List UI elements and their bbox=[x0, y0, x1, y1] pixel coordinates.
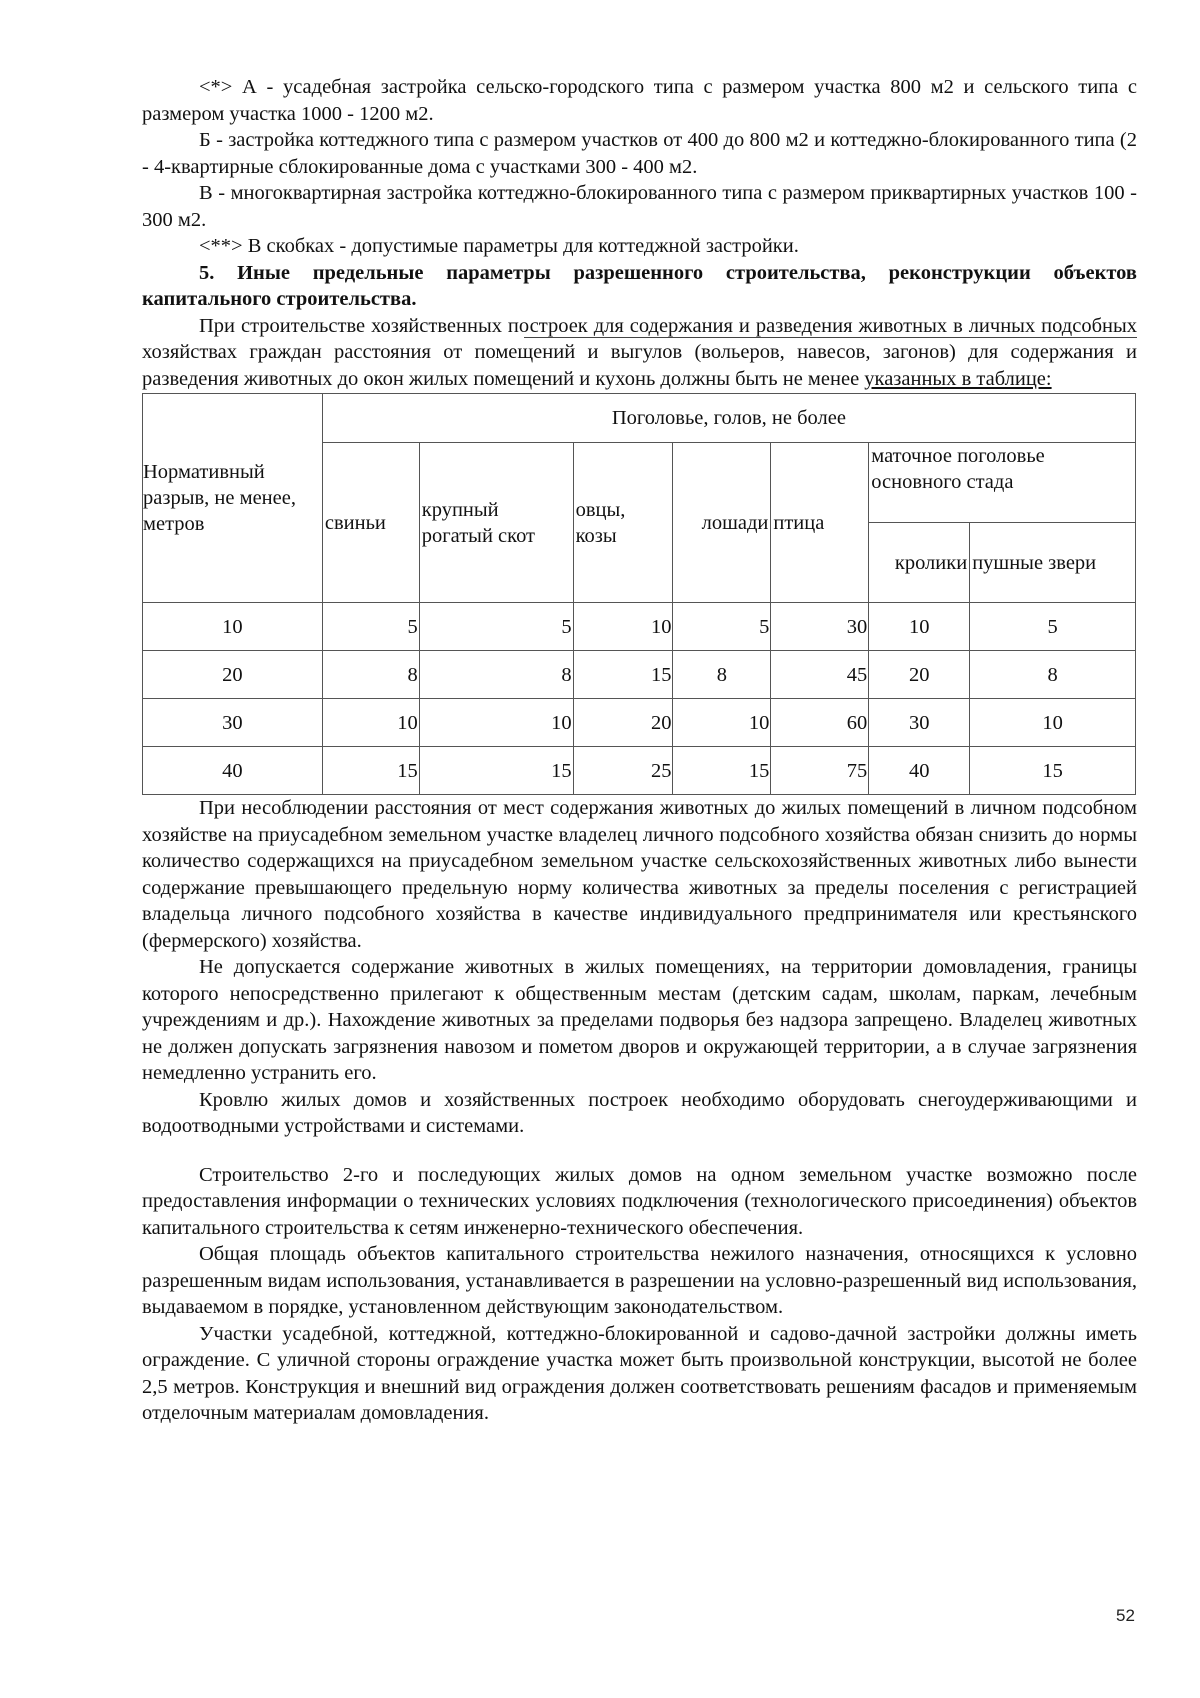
section-heading: 5. Иные предельные параметры разрешенного строительства, реконструкции объектов капитального строительства. bbox=[142, 261, 1137, 310]
header-horses: лошади bbox=[673, 443, 771, 603]
header-cattle: крупный рогатый скот bbox=[419, 443, 573, 603]
paragraph-prohibition: Не допускается содержание животных в жилых помещениях, на территории домовладения, границы которого непосредственно прилегают к общественным местам (детским садам, школам, паркам, лечебным учреждениям и др.). Нахождение животных за пределами подворья без надзора запрещено. Владелец животных не должен допускать загрязнения навозом и пометом дворов и окружающей территории, а в случае загрязнения немедленно устранить его. bbox=[142, 956, 1137, 1084]
header-headcount: Поголовье, голов, не более bbox=[322, 394, 1135, 443]
header-breeding-stock: маточное поголовье основного стада bbox=[869, 443, 1136, 523]
table-intro-underlined: указанных в таблице: bbox=[864, 367, 1052, 390]
paragraph-type-a: <*> А - усадебная застройка сельско-городского типа с размером участка 800 м2 и сельского типа с размером участка 1000 - 1200 м2. bbox=[142, 76, 1137, 125]
page-number: 52 bbox=[1116, 1606, 1135, 1625]
paragraph-note-brackets: <**> В скобках - допустимые параметры для коттеджной застройки. bbox=[199, 235, 799, 257]
header-poultry: птица bbox=[771, 443, 869, 603]
paragraph-type-c: В - многоквартирная застройка коттеджно-блокированного типа с размером приквартирных участков 100 - 300 м2. bbox=[142, 182, 1137, 231]
table-row: 40 15 15 25 15 75 40 15 bbox=[143, 747, 1136, 795]
table-intro-text: При строительстве хозяйственных построек для содержания и разведения животных в личных подсобных хозяйствах граждан расстояния от помещений и выгулов (вольеров, навесов, загонов) для содержания и разведения животных до окон жилых помещений и кухонь должны быть не менее bbox=[142, 314, 1137, 390]
paragraph-type-b: Б - застройка коттеджного типа с размером участков от 400 до 800 м2 и коттеджно-блокированного типа (2 - 4-квартирные сблокированные дома с участками 300 - 400 м2. bbox=[142, 129, 1137, 178]
livestock-distance-table bbox=[142, 393, 1136, 795]
paragraph-second-house: Строительство 2-го и последующих жилых домов на одном земельном участке возможно после предоставления информации о технических условиях подключения (технологического присоединения) объектов капитального строительства к сетям инженерно-технического обеспечения. bbox=[142, 1163, 1137, 1239]
table-row: 20 8 8 15 8 45 20 8 bbox=[143, 651, 1136, 699]
header-distance: Нормативный разрыв, не менее, метров bbox=[143, 394, 323, 603]
paragraph-roofing: Кровлю жилых домов и хозяйственных построек необходимо оборудовать снегоудерживающими и водоотводными устройствами и системами. bbox=[142, 1088, 1137, 1137]
header-rabbits: кролики bbox=[869, 523, 970, 603]
table-row: 30 10 10 20 10 60 30 10 bbox=[143, 699, 1136, 747]
document-page bbox=[142, 74, 1137, 1427]
paragraph-fencing: Участки усадебной, коттеджной, коттеджно-блокированной и садово-дачной застройки должны иметь ограждение. С уличной стороны ограждение участка может быть произвольной конструкции, высотой не более 2,5 метров. Конструкция и внешний вид ограждения должен соответствовать решениям фасадов и применяемым отделочным материалам домовладения. bbox=[142, 1322, 1137, 1424]
paragraph-nonresidential-area: Общая площадь объектов капитального строительства нежилого назначения, относящихся к условно разрешенным видам использования, устанавливается в разрешении на условно-разрешенный вид использования, выдаваемом в порядке, установленном действующим законодательством. bbox=[142, 1243, 1137, 1318]
table-row: 10 5 5 10 5 30 10 5 bbox=[143, 603, 1136, 651]
table-intro bbox=[142, 313, 1137, 393]
header-sheep: овцы, козы bbox=[573, 443, 673, 603]
paragraph-noncompliance: При несоблюдении расстояния от мест содержания животных до жилых помещений в личном подсобном хозяйстве на приусадебном земельном участке владелец личного подсобного хозяйства обязан снизить до нормы количество содержащихся на приусадебном земельном участке сельскохозяйственных животных либо вынести содержание превышающего предельную норму количества животных за пределы поселения с регистрацией владельца личного подсобного хозяйства в качестве индивидуального предпринимателя или крестьянского (фермерского) хозяйства. bbox=[142, 797, 1137, 952]
header-fur-animals: пушные звери bbox=[970, 523, 1136, 603]
header-pigs: свиньи bbox=[322, 443, 419, 603]
